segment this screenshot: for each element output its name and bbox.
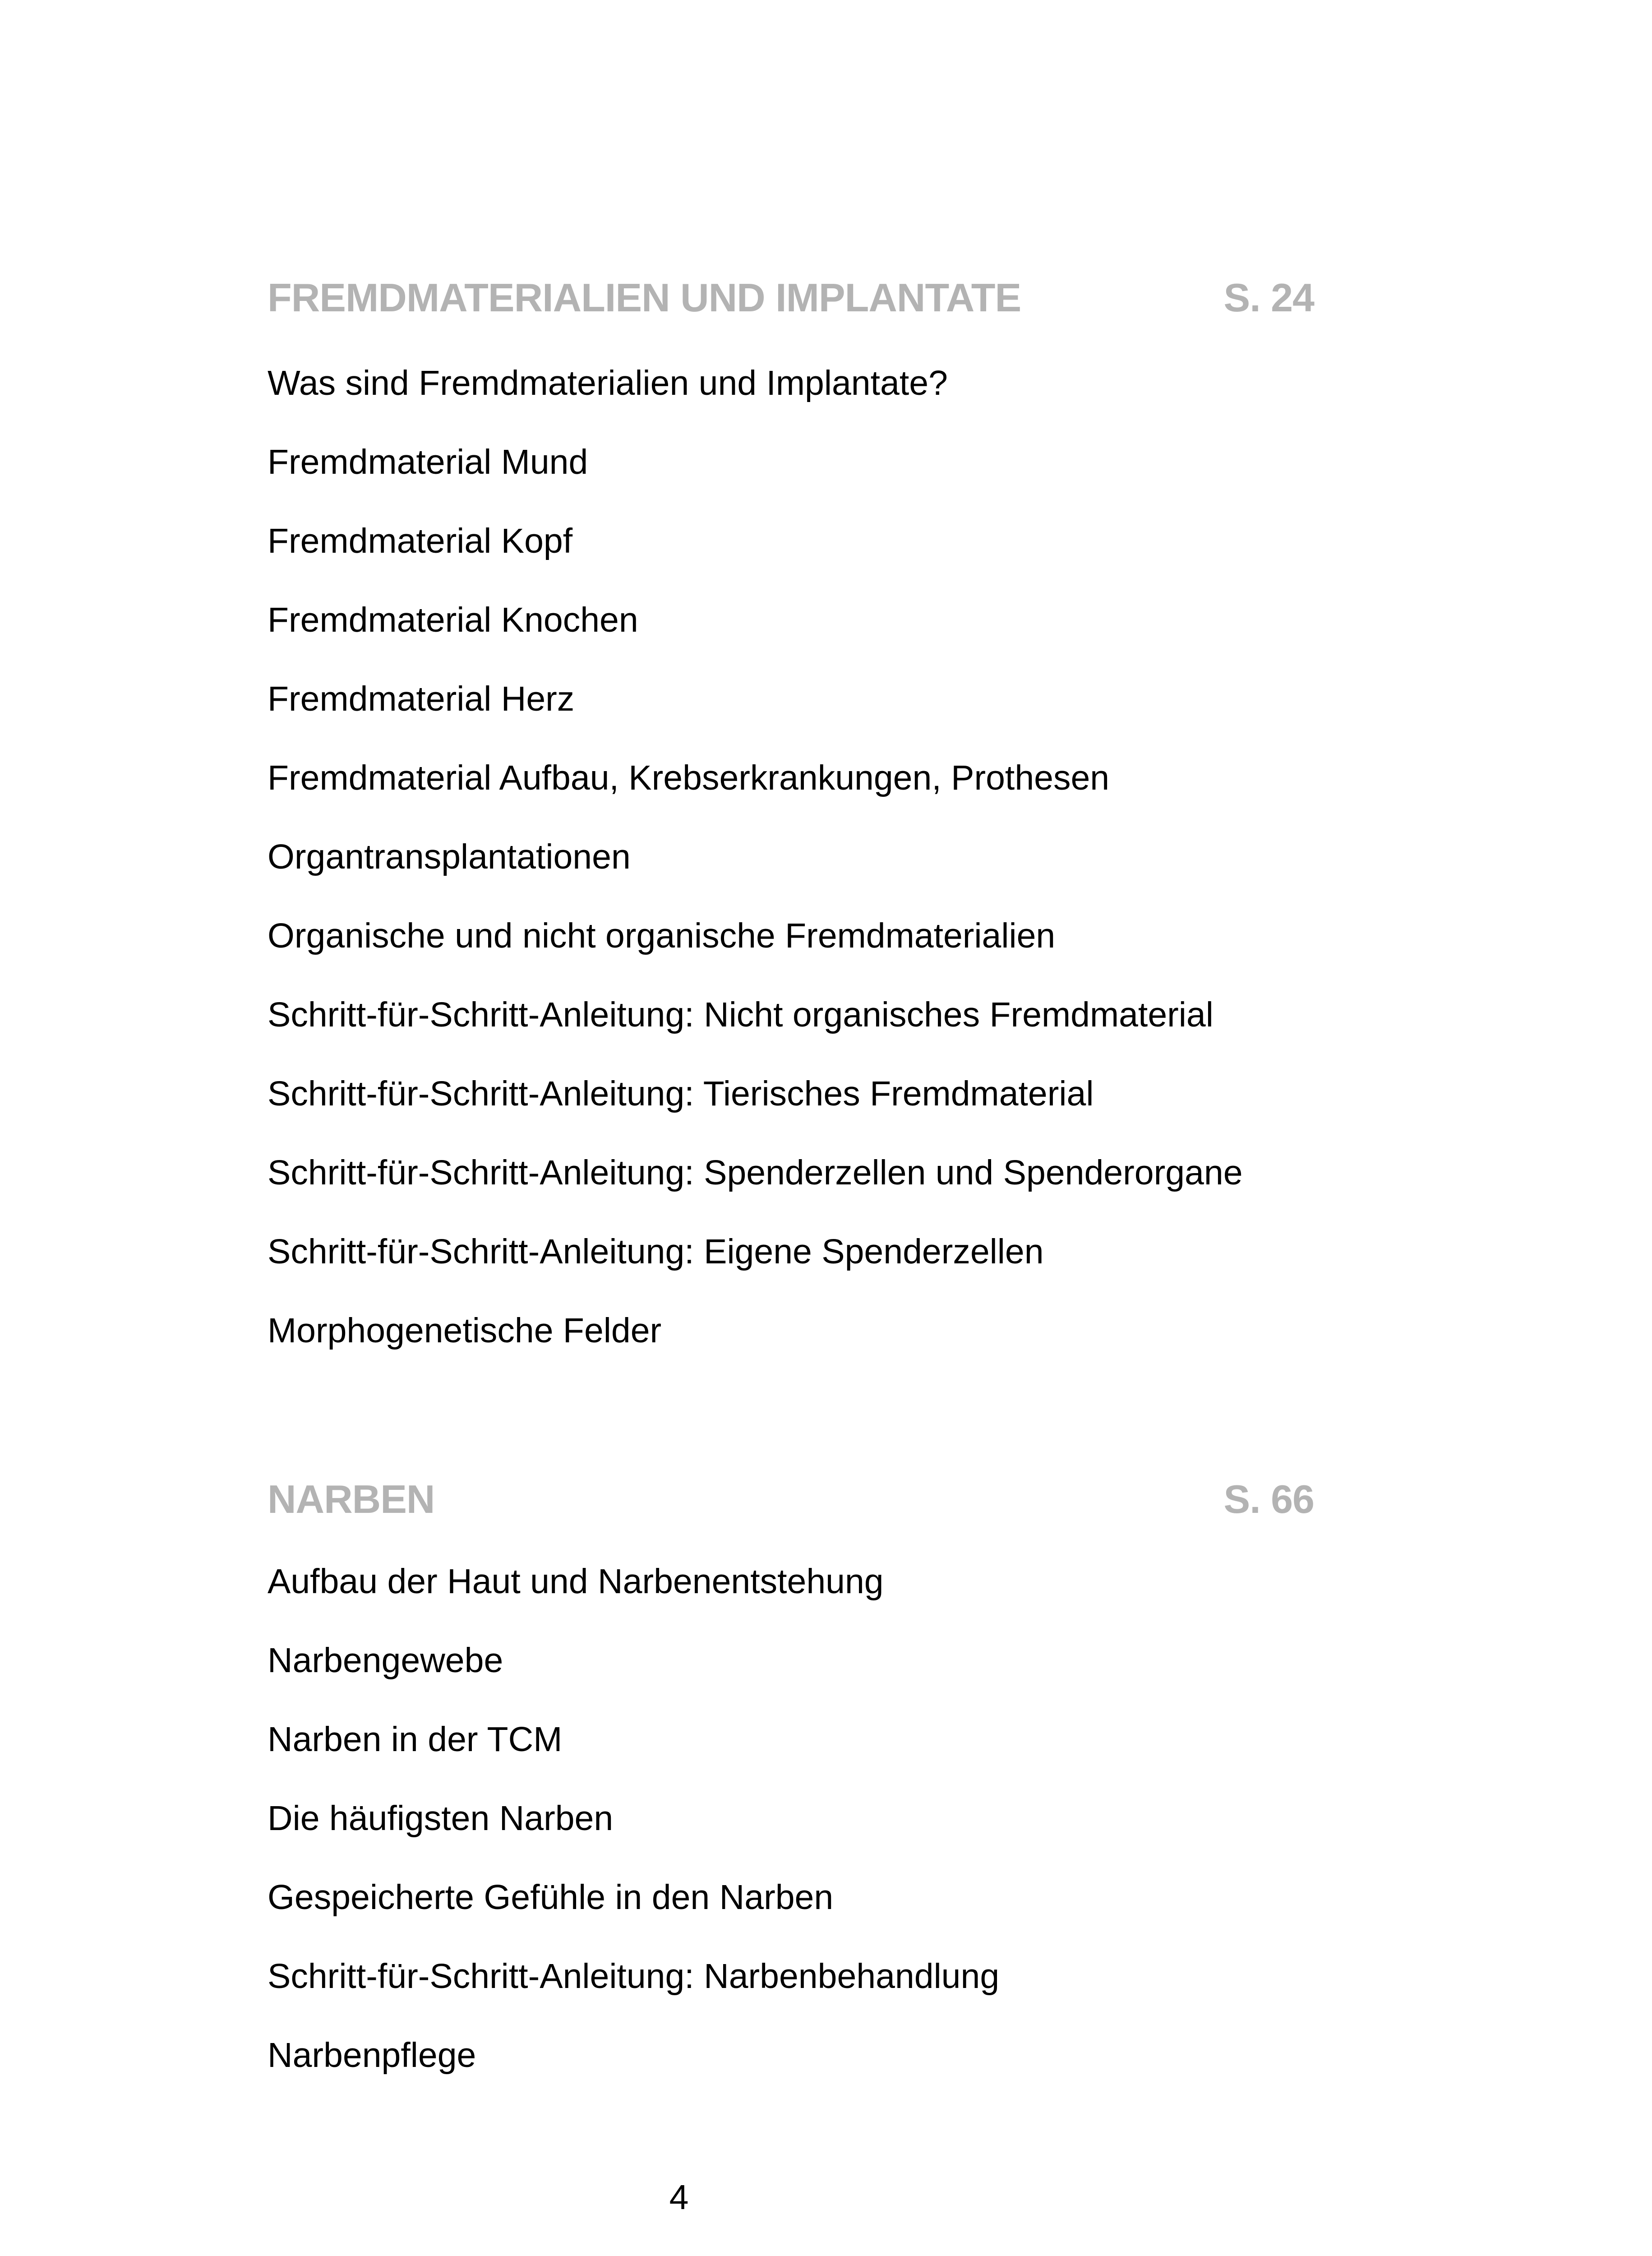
section-title: FREMDMATERIALIEN UND IMPLANTATE [268, 275, 1021, 320]
section-header-narben [268, 1475, 1314, 1524]
toc-entry: Fremdmaterial Knochen [268, 601, 638, 639]
toc-entry: Die häufigsten Narben [268, 1799, 614, 1838]
toc-entry: Fremdmaterial Mund [268, 443, 588, 481]
toc-entry: Schritt-für-Schritt-Anleitung: Tierisches Fremdmaterial [268, 1074, 1094, 1113]
toc-entry: Was sind Fremdmaterialien und Implantate? [268, 364, 948, 402]
toc-entry: Schritt-für-Schritt-Anleitung: Narbenbehandlung [268, 1957, 1000, 1996]
toc-entry: Gespeicherte Gefühle in den Narben [268, 1878, 834, 1917]
section-page-ref: S. 66 [1223, 1477, 1314, 1521]
toc-entry: Narbengewebe [268, 1641, 503, 1680]
toc-entry: Schritt-für-Schritt-Anleitung: Nicht organisches Fremdmaterial [268, 995, 1214, 1034]
toc-entry: Aufbau der Haut und Narbenentstehung [268, 1562, 884, 1601]
toc-entry: Narbenpflege [268, 2036, 476, 2075]
section-header-fremdmaterialien [268, 273, 1314, 323]
toc-entry: Organtransplantationen [268, 837, 631, 876]
toc-entry: Fremdmaterial Kopf [268, 522, 573, 560]
toc-entry: Schritt-für-Schritt-Anleitung: Spenderzellen und Spenderorgane [268, 1153, 1243, 1192]
toc-entry: Morphogenetische Felder [268, 1311, 662, 1350]
toc-entry: Fremdmaterial Herz [268, 680, 575, 718]
toc-entry: Fremdmaterial Aufbau, Krebserkrankungen, Prothesen [268, 758, 1110, 797]
toc-entry: Organische und nicht organische Fremdmaterialien [268, 916, 1056, 955]
toc-entry: Schritt-für-Schritt-Anleitung: Eigene Spenderzellen [268, 1232, 1044, 1271]
section-page-ref: S. 24 [1223, 275, 1314, 320]
page-number: 4 [669, 2178, 689, 2217]
section-title: NARBEN [268, 1477, 435, 1521]
toc-entry: Narben in der TCM [268, 1720, 563, 1759]
